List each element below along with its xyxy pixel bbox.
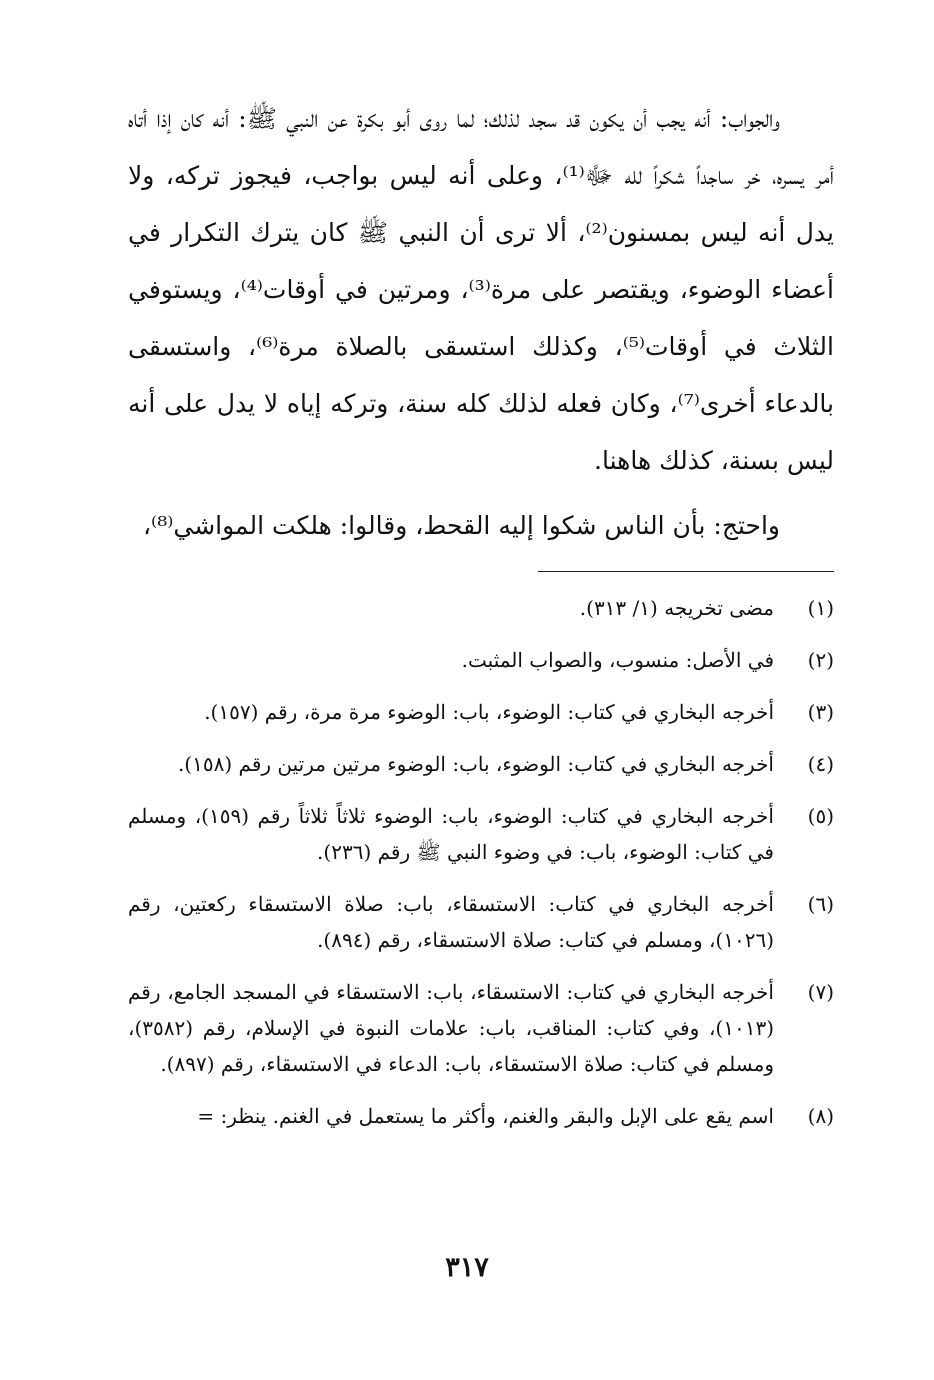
footnote-text: أخرجه البخاري في كتاب: الاستسقاء، باب: صلاة الاستسقاء ركعتين، رقم (١٠٢٦)، ومسلم في كتاب: صلاة الاستسقاء، رقم (٨٩٤).: [128, 892, 774, 952]
footnote: [128, 590, 834, 626]
footnote-text: أخرجه البخاري في كتاب: الوضوء، باب: الوضوء مرة مرة، رقم (١٥٧).: [204, 700, 774, 724]
footnote-text: أخرجه البخاري في كتاب: الوضوء، باب: الوضوء مرتين مرتين رقم (١٥٨).: [177, 752, 774, 776]
footnote-number: (٧): [807, 980, 834, 1004]
footnote: [128, 974, 834, 1082]
footnote-text: في الأصل: منسوب، والصواب المثبت.: [461, 648, 774, 672]
footnote: [128, 798, 834, 870]
paragraph: والجواب: أنه يجب أن يكون قد سجد لذلك؛ لما روى أبو بكرة عن النبي ﷺ: أنه كان إذا أتاه أمر يسره، خر ساجداً شكراً لله ﷻ⁽¹⁾، وعلى أنه ليس بواجب، فيجوز تركه، ولا يدل أنه ليس بمسنون⁽²⁾، ألا ترى أن النبي ﷺ كان يترك التكرار في أعضاء الوضوء، ويقتصر على مرة⁽³⁾، ومرتين في أوقات⁽⁴⁾، ويستوفي الثلاث في أوقات⁽⁵⁾، وكذلك استسقى بالصلاة مرة⁽⁶⁾، واستسقى بالدعاء أخرى⁽⁷⁾، وكان فعله لذلك كله سنة، وتركه إياه لا يدل على أنه ليس بسنة، كذلك هاهنا.: [128, 104, 835, 475]
footnote-number: (١): [807, 596, 834, 620]
page-number: ٣١٧: [445, 1252, 489, 1283]
footnotes: [128, 590, 834, 1150]
footnote: [128, 746, 834, 782]
paragraph: واحتج: بأن الناس شكوا إليه القحط، وقالوا: هلكت المواشي⁽⁸⁾،: [142, 511, 780, 540]
footnote-separator: [538, 571, 834, 572]
footnote: [128, 886, 834, 958]
footnote-number: (٦): [807, 892, 834, 916]
footnote-text: أخرجه البخاري في كتاب: الوضوء، باب: الوضوء ثلاثاً ثلاثاً رقم (١٥٩)، ومسلم في كتاب: الوضوء، باب: في وضوء النبي ﷺ رقم (٢٣٦).: [128, 804, 774, 864]
footnote-number: (٥): [807, 804, 834, 828]
footnote-number: (٣): [807, 700, 834, 724]
main-text: [128, 90, 834, 554]
footnote-number: (٨): [807, 1104, 834, 1128]
footnote-number: (٤): [807, 752, 834, 776]
footnote: [128, 694, 834, 730]
footnote: [128, 642, 834, 678]
footnote-number: (٢): [807, 648, 834, 672]
footnote-text: اسم يقع على الإبل والبقر والغنم، وأكثر ما يستعمل في الغنم. ينظر: =: [197, 1104, 774, 1128]
footnote: [128, 1098, 834, 1134]
footnote-text: أخرجه البخاري في كتاب: الاستسقاء، باب: الاستسقاء في المسجد الجامع، رقم (١٠١٣)، وفي كتاب: المناقب، باب: علامات النبوة في الإسلام، رقم (٣٥٨٢)، ومسلم في كتاب: صلاة الاستسقاء، باب: الدعاء في الاستسقاء، رقم (٨٩٧).: [128, 980, 774, 1076]
footnote-text: مضى تخريجه (١/ ٣١٣).: [579, 596, 774, 620]
